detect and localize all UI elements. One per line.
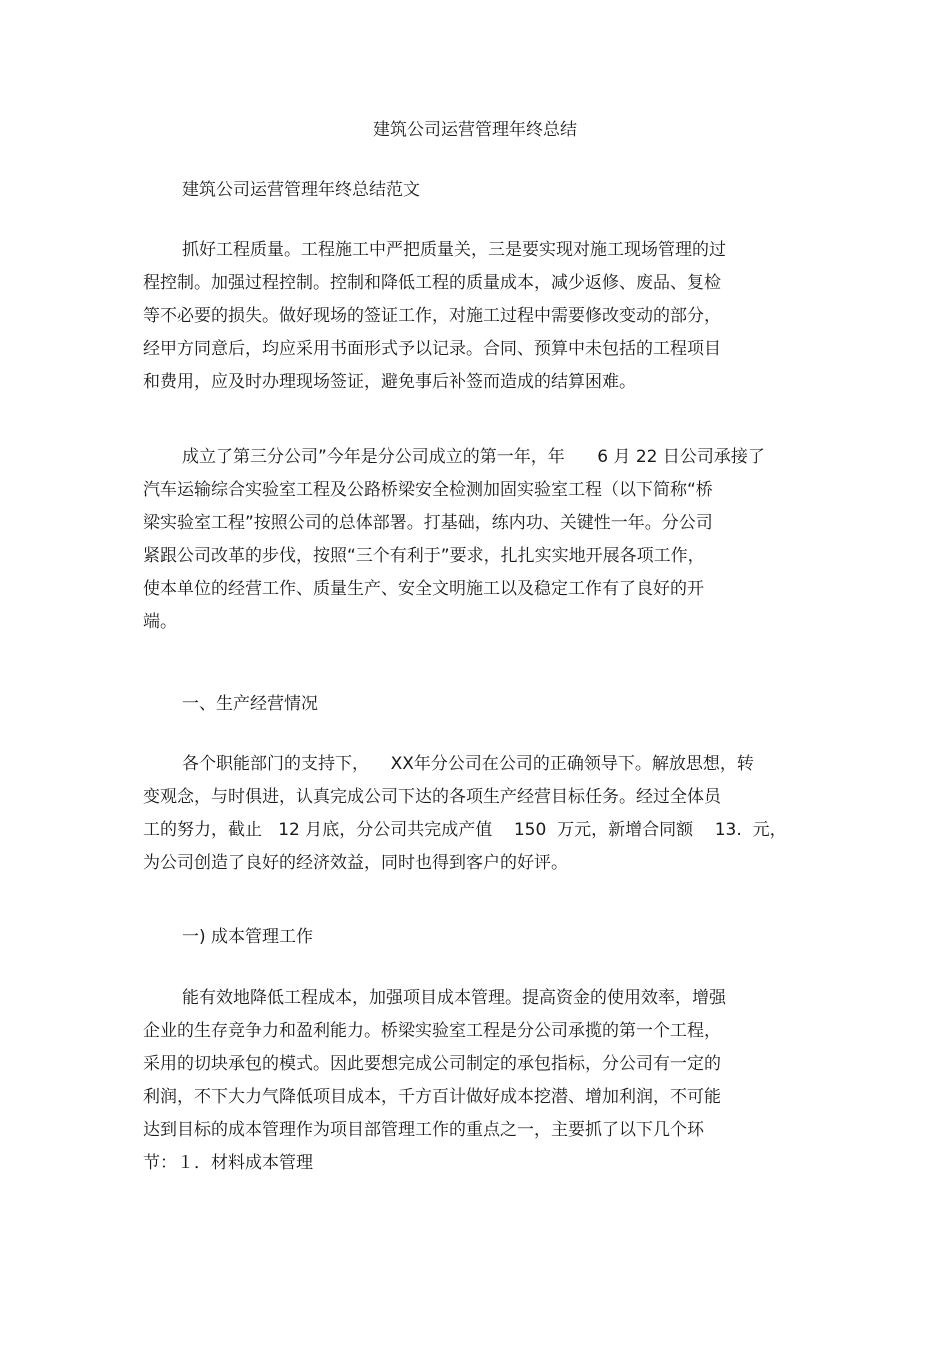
paragraph-line: 抓好工程质量。工程施工中严把质量关，三是要实现对施工现场管理的过 bbox=[182, 240, 726, 260]
paragraph-line: 变观念，与时俱进，认真完成公司下达的各项生产经营目标任务。经过全体员 bbox=[143, 787, 721, 807]
paragraph-line: 工的努力，截止 12 月底，分公司共完成产值 150 万元，新增合同额 13. 元， bbox=[143, 820, 787, 840]
paragraph-line: 使本单位的经营工作、质量生产、安全文明施工以及稳定工作有了良好的开 bbox=[143, 579, 704, 599]
paragraph-cost bbox=[143, 982, 823, 1180]
paragraph-line: 紧跟公司改革的步伐，按照“三个有利于”要求，扎扎实实地开展各项工作， bbox=[143, 546, 705, 566]
paragraph-line: 利润，不下大力气降低项目成本，千方百计做好成本挖潜、增加利润，不可能 bbox=[143, 1087, 721, 1107]
paragraph-line: 各个职能部门的支持下， XX年分公司在公司的正确领导下。解放思想，转 bbox=[182, 754, 754, 774]
paragraph-production bbox=[143, 748, 823, 880]
paragraph-line: 采用的切块承包的模式。因此要想完成公司制定的承包指标，分公司有一定的 bbox=[143, 1054, 721, 1074]
document-title: 建筑公司运营管理年终总结 bbox=[373, 120, 577, 140]
paragraph-quality bbox=[143, 234, 823, 399]
paragraph-branch bbox=[143, 441, 823, 639]
section-heading-cost: 一) 成本管理工作 bbox=[182, 927, 314, 947]
section-heading-production: 一、生产经营情况 bbox=[182, 694, 318, 714]
document-subtitle: 建筑公司运营管理年终总结范文 bbox=[182, 180, 420, 200]
paragraph-line: 节：１．材料成本管理 bbox=[143, 1153, 313, 1173]
paragraph-line: 程控制。加强过程控制。控制和降低工程的质量成本，减少返修、废品、复检 bbox=[143, 273, 721, 293]
paragraph-line: 能有效地降低工程成本，加强项目成本管理。提高资金的使用效率，增强 bbox=[182, 988, 726, 1008]
paragraph-line: 梁实验室工程”按照公司的总体部署。打基础，练内功、关键性一年。分公司 bbox=[143, 513, 713, 533]
paragraph-line: 成立了第三分公司”今年是分公司成立的第一年，年 6 月 22 日公司承接了 bbox=[182, 447, 765, 467]
paragraph-line: 和费用，应及时办理现场签证，避免事后补签而造成的结算困难。 bbox=[143, 372, 636, 392]
paragraph-line: 汽车运输综合实验室工程及公路桥梁安全检测加固实验室工程（以下简称“桥 bbox=[143, 480, 713, 500]
paragraph-line: 达到目标的成本管理作为项目部管理工作的重点之一，主要抓了以下几个环 bbox=[143, 1120, 704, 1140]
paragraph-line: 为公司创造了良好的经济效益，同时也得到客户的好评。 bbox=[143, 853, 568, 873]
paragraph-line: 端。 bbox=[143, 612, 177, 632]
paragraph-line: 企业的生存竞争力和盈利能力。桥梁实验室工程是分公司承揽的第一个工程， bbox=[143, 1021, 721, 1041]
paragraph-line: 经甲方同意后，均应采用书面形式予以记录。合同、预算中未包括的工程项目 bbox=[143, 339, 721, 359]
paragraph-line: 等不必要的损失。做好现场的签证工作，对施工过程中需要修改变动的部分， bbox=[143, 306, 721, 326]
